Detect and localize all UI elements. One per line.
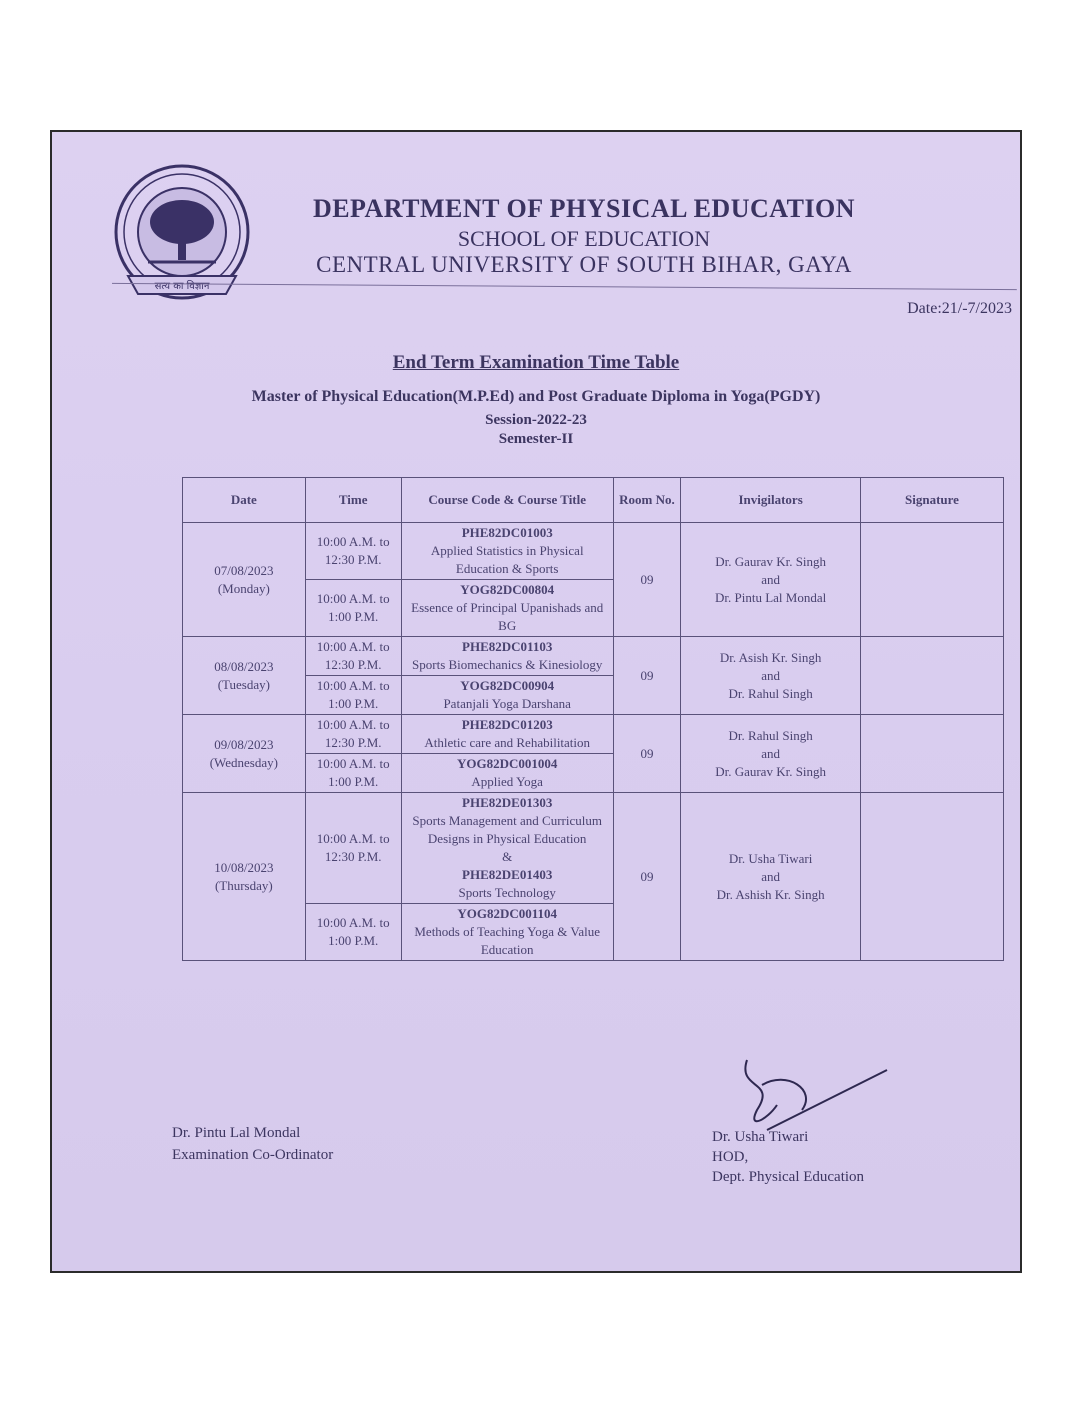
room-cell: 09 (613, 793, 681, 961)
date-cell (183, 793, 306, 961)
exam-date: 07/08/2023 (214, 562, 274, 578)
course-code: YOG82DC00904 (460, 678, 555, 693)
invigilator-2: Dr. Pintu Lal Mondal (715, 589, 827, 605)
course-code: PHE82DE01303 (462, 795, 553, 810)
course-ampersand: & (502, 849, 513, 864)
program-name: Master of Physical Education(M.P.Ed) and Post Graduate Diploma in Yoga(PGDY) (251, 388, 821, 405)
signature-cell (860, 793, 1003, 961)
table-row (183, 793, 1004, 904)
course-title: Applied Yoga (471, 774, 543, 789)
invigilators-cell (681, 715, 861, 793)
exam-date: 10/08/2023 (214, 859, 274, 875)
course-cell (401, 637, 613, 676)
time-cell: 10:00 A.M. to 1:00 P.M. (305, 676, 401, 715)
time-cell: 10:00 A.M. to 12:30 P.M. (305, 793, 401, 904)
invigilator-2: Dr. Rahul Singh (728, 685, 813, 701)
exam-day: (Tuesday) (217, 676, 270, 692)
time-cell: 10:00 A.M. to 1:00 P.M. (305, 754, 401, 793)
course-cell (401, 904, 613, 961)
column-header-room: Room No. (613, 478, 681, 523)
course-code: PHE82DC01003 (461, 525, 553, 540)
hod-name: Dr. Usha Tiwari (712, 1129, 809, 1145)
invigilator-2: Dr. Ashish Kr. Singh (716, 886, 825, 902)
time-cell: 10:00 A.M. to 1:00 P.M. (305, 904, 401, 961)
course-cell (401, 676, 613, 715)
time-cell: 10:00 A.M. to 12:30 P.M. (305, 637, 401, 676)
room-cell: 09 (613, 637, 681, 715)
department-name: DEPARTMENT OF PHYSICAL EDUCATION (312, 194, 856, 223)
exam-day: (Monday) (217, 580, 270, 596)
column-header-signature: Signature (860, 478, 1003, 523)
invigilator-1: Dr. Gaurav Kr. Singh (715, 553, 827, 569)
room-cell: 09 (613, 715, 681, 793)
course-cell (401, 793, 613, 904)
session-label: Session-2022-23 (485, 412, 587, 428)
date-cell (183, 715, 306, 793)
document-title: End Term Examination Time Table (392, 352, 680, 373)
issue-date: Date:21/-7/2023 (907, 300, 1012, 317)
university-name: CENTRAL UNIVERSITY OF SOUTH BIHAR, GAYA (316, 252, 852, 277)
date-cell (183, 523, 306, 637)
time-cell: 10:00 A.M. to 12:30 P.M. (305, 715, 401, 754)
table-row (183, 523, 1004, 580)
course-code: PHE82DC01103 (462, 639, 553, 654)
hod-block (712, 1127, 864, 1187)
invigilator-1: Dr. Usha Tiwari (728, 850, 813, 866)
table-row (183, 715, 1004, 754)
invigilators-cell (681, 793, 861, 961)
exam-day: (Wednesday) (209, 754, 278, 770)
seal-motto: सत्य का विज्ञान (154, 281, 210, 292)
course-code: PHE82DC01203 (461, 717, 553, 732)
column-header-time: Time (305, 478, 401, 523)
invigilator-and: and (761, 571, 781, 587)
table-row (183, 637, 1004, 676)
exam-date: 08/08/2023 (214, 658, 274, 674)
signature-cell (860, 523, 1003, 637)
course-cell (401, 523, 613, 580)
coordinator-name: Dr. Pintu Lal Mondal (172, 1125, 301, 1141)
invigilator-2: Dr. Gaurav Kr. Singh (715, 763, 827, 779)
course-cell (401, 715, 613, 754)
room-cell: 09 (613, 523, 681, 637)
column-header-invigilators: Invigilators (681, 478, 861, 523)
invigilator-and: and (761, 868, 781, 884)
exam-date: 09/08/2023 (214, 736, 274, 752)
date-cell (183, 637, 306, 715)
column-header-course: Course Code & Course Title (401, 478, 613, 523)
invigilator-and: and (761, 667, 781, 683)
hod-department: Dept. Physical Education (712, 1169, 865, 1185)
time-cell: 10:00 A.M. to 1:00 P.M. (305, 580, 401, 637)
document-sheet (50, 130, 1022, 1273)
course-code: PHE82DE01403 (462, 867, 553, 882)
course-cell (401, 754, 613, 793)
signature-cell (860, 637, 1003, 715)
coordinator-role: Examination Co-Ordinator (172, 1147, 334, 1163)
invigilator-1: Dr. Rahul Singh (728, 727, 813, 743)
course-cell (401, 580, 613, 637)
course-title: Sports Management and Curriculum Designs in Physical Education (412, 813, 602, 846)
semester-label: Semester-II (498, 431, 574, 447)
column-header-date: Date (183, 478, 306, 523)
hod-title: HOD, (712, 1149, 749, 1165)
course-title: Applied Statistics in Physical Education & Sports (430, 543, 584, 576)
coordinator-block (172, 1122, 333, 1166)
school-name: SCHOOL OF EDUCATION (457, 226, 711, 251)
course-code: YOG82DC001004 (456, 756, 558, 771)
invigilator-1: Dr. Asish Kr. Singh (719, 649, 822, 665)
exam-timetable (182, 477, 1004, 961)
invigilators-cell (681, 523, 861, 637)
course-title: Sports Technology (458, 885, 556, 900)
course-title: Patanjali Yoga Darshana (443, 696, 571, 711)
course-code: YOG82DC001104 (457, 906, 558, 921)
table-header-row (183, 478, 1004, 523)
course-title: Essence of Principal Upanishads and BG (411, 600, 604, 633)
time-cell: 10:00 A.M. to 12:30 P.M. (305, 523, 401, 580)
invigilator-and: and (761, 745, 781, 761)
invigilators-cell (681, 637, 861, 715)
course-code: YOG82DC00804 (460, 582, 555, 597)
course-title: Sports Biomechanics & Kinesiology (412, 657, 603, 672)
course-title: Athletic care and Rehabilitation (424, 735, 591, 750)
exam-day: (Thursday) (214, 877, 273, 893)
course-title: Methods of Teaching Yoga & Value Education (414, 924, 601, 957)
signature-cell (860, 715, 1003, 793)
